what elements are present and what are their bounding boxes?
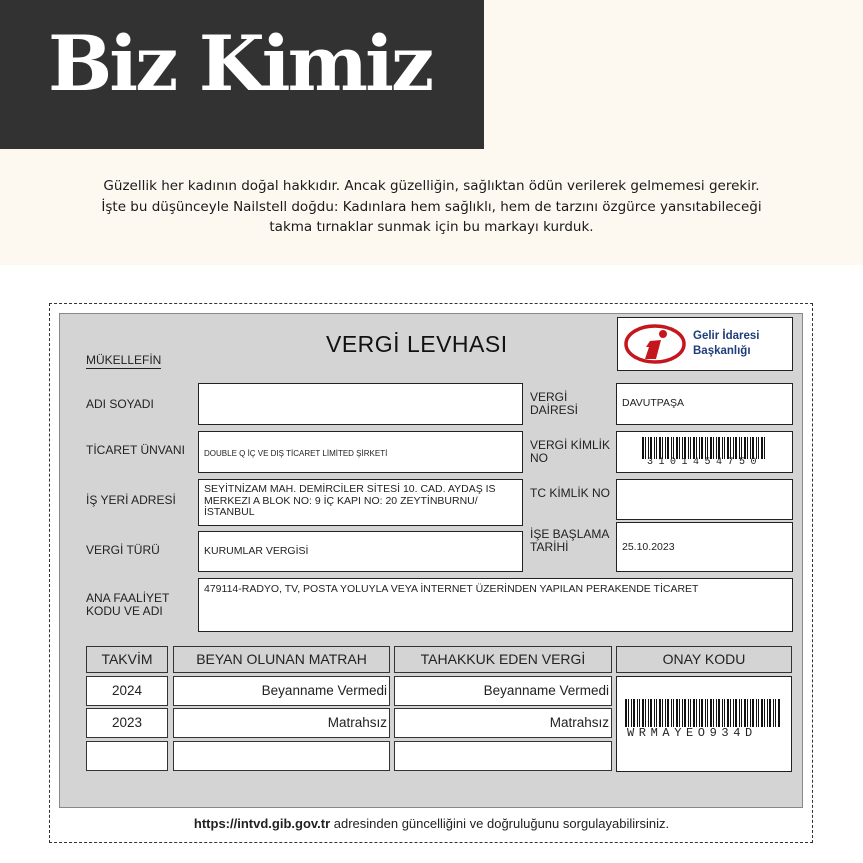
- adi-soyadi-label: ADI SOYADI: [86, 397, 154, 411]
- table-cell-matrah: Matrahsız: [173, 708, 390, 738]
- table-cell-matrah: [173, 741, 390, 771]
- ise-baslama-label: İŞE BAŞLAMA TARİHİ: [530, 527, 610, 554]
- table-header-matrah: BEYAN OLUNAN MATRAH: [173, 646, 390, 673]
- ana-faaliyet-field: 479114-RADYO, TV, POSTA YOLUYLA VEYA İNTERNET ÜZERİNDEN YAPILAN PERAKENDE TİCARET: [198, 578, 793, 632]
- table-cell-matrah: Beyanname Vermedi: [173, 676, 390, 706]
- gib-logo-icon: [623, 323, 687, 365]
- certificate-title: VERGİ LEVHASI: [326, 331, 508, 357]
- table-cell-vergi: [394, 741, 612, 771]
- table-cell-vergi: Matrahsız: [394, 708, 612, 738]
- is-yeri-adresi-label: İŞ YERİ ADRESİ: [86, 493, 176, 507]
- table-cell-vergi: Beyanname Vermedi: [394, 676, 612, 706]
- is-yeri-adresi-field: SEYİTNİZAM MAH. DEMİRCİLER SİTESİ 10. CAD. AYDAŞ IS MERKEZI A BLOK NO: 9 İÇ KAPI NO: 20 ZEYTİNBURNU/ İSTANBUL: [198, 479, 523, 526]
- authority-name: Gelir İdaresi Başkanlığı: [693, 330, 760, 357]
- barcode-icon: [625, 699, 783, 727]
- table-header-vergi: TAHAKKUK EDEN VERGİ: [394, 646, 612, 673]
- table-cell-year: 2024: [86, 676, 168, 706]
- table-header-takvim: TAKVİM: [86, 646, 168, 673]
- vergi-turu-field: KURUMLAR VERGİSİ: [198, 531, 523, 572]
- intro-paragraph: [60, 176, 803, 238]
- ticaret-unvani-field: DOUBLE Q İÇ VE DIŞ TİCARET LİMİTED ŞİRKETİ: [198, 431, 523, 473]
- onay-kodu-value: WRMAYEO934D: [627, 726, 757, 740]
- intro-line: takma tırnaklar sunmak için bu markayı kurduk.: [269, 219, 594, 235]
- intro-line: İşte bu düşünceyle Nailstell doğdu: Kadınlara hem sağlıklı, hem de tarzını özgürce yansıtabileceği: [101, 198, 762, 215]
- adi-soyadi-field: [198, 383, 523, 425]
- vergi-turu-label: VERGİ TÜRÜ: [86, 543, 160, 557]
- vergi-kimlik-no-field: [616, 431, 793, 473]
- section-label: MÜKELLEFİN: [86, 353, 162, 367]
- tc-kimlik-no-label: TC KİMLİK NO: [530, 486, 611, 500]
- table-header-onay: ONAY KODU: [616, 646, 792, 673]
- vergi-dairesi-field: DAVUTPAŞA: [616, 383, 793, 425]
- ana-faaliyet-label: ANA FAALİYET KODU VE ADI: [86, 591, 170, 618]
- table-cell-year: [86, 741, 168, 771]
- vergi-kimlik-no-value: 3101454750: [647, 457, 763, 468]
- intro-line: Güzellik her kadının doğal hakkıdır. Ancak güzelliğin, sağlıktan ödün verilerek gelmemesi gerekir.: [103, 178, 760, 194]
- table-cell-year: 2023: [86, 708, 168, 738]
- vergi-dairesi-label: VERGİ DAİRESİ: [530, 390, 579, 417]
- verification-note: https://intvd.gib.gov.tr adresinden güncelliğini ve doğruluğunu sorgulayabilirsiniz.: [193, 816, 670, 831]
- authority-logo-box: [617, 317, 793, 371]
- page-title: Biz Kimiz: [48, 19, 432, 108]
- vergi-kimlik-no-label: VERGİ KİMLİK NO: [530, 438, 611, 465]
- onay-kodu-cell: [616, 676, 792, 772]
- ise-baslama-field: 25.10.2023: [616, 522, 793, 572]
- verification-link[interactable]: https://intvd.gib.gov.tr: [193, 816, 331, 831]
- barcode-icon: [642, 437, 767, 459]
- title-banner: [0, 0, 484, 149]
- ticaret-unvani-label: TİCARET ÜNVANI: [86, 443, 185, 457]
- tc-kimlik-no-field: [616, 479, 793, 520]
